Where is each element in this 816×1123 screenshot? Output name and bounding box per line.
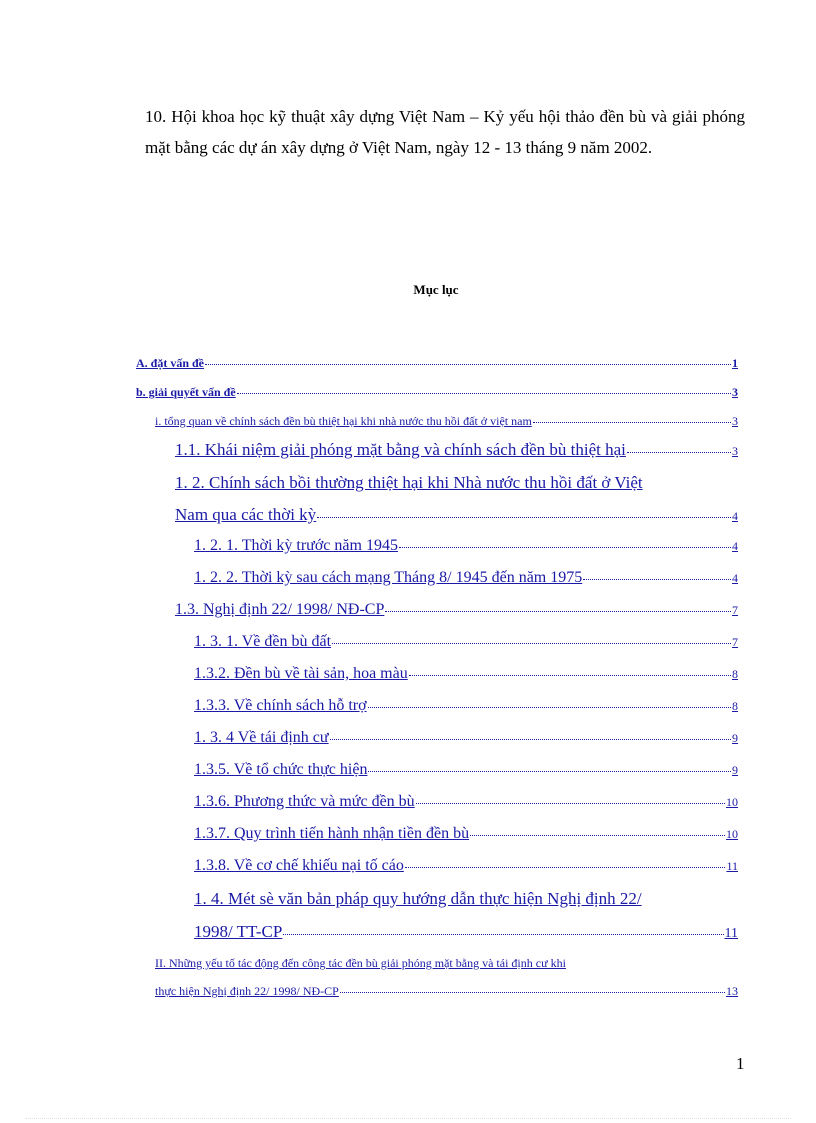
toc-page-number: 1 — [732, 356, 738, 370]
toc-entry-1-3-3[interactable] — [194, 697, 738, 715]
toc-page-number: 3 — [732, 385, 738, 399]
toc-entry-1-3-2[interactable] — [194, 665, 738, 683]
toc-entry-1-3-6[interactable] — [194, 793, 738, 811]
toc-leader — [470, 834, 725, 836]
toc-page-number: 10 — [726, 795, 738, 809]
toc-entry-text: b. giải quyết vấn đề — [136, 385, 236, 399]
toc-entry-i[interactable] — [155, 414, 738, 429]
toc-leader — [317, 516, 731, 518]
toc-page-number: 9 — [732, 731, 738, 745]
toc-page-number: 3 — [732, 414, 738, 428]
toc-entry-1-2-1[interactable] — [194, 537, 738, 555]
toc-entry-1-3-4[interactable] — [194, 729, 738, 747]
toc-entry-text: 1.3.7. Quy trình tiến hành nhận tiền đền bù — [194, 825, 470, 842]
toc-entry-1-3-8[interactable] — [194, 857, 738, 875]
toc-entry-text: thực hiện Nghị định 22/ 1998/ NĐ-CP — [155, 984, 339, 998]
toc-leader — [627, 451, 731, 453]
toc-page-number: 11 — [724, 926, 738, 941]
toc-entry-text: Nam qua các thời kỳ — [175, 505, 317, 524]
toc-page-number: 7 — [732, 635, 738, 649]
toc-entry-text: 1. 3. 4 Về tái định cư — [194, 729, 329, 746]
toc-entry-text: 1. 3. 1. Về đền bù đất — [194, 633, 332, 650]
toc-leader — [385, 610, 731, 612]
toc-page-number: 3 — [732, 444, 738, 458]
toc-leader — [368, 706, 731, 708]
toc-page-number: 4 — [732, 539, 738, 553]
toc-entry-1-1[interactable] — [175, 440, 738, 460]
toc-page-number: 8 — [732, 667, 738, 681]
toc-leader — [332, 642, 731, 644]
toc-entry-1-2-line1[interactable]: 1. 2. Chính sách bồi thường thiệt hại khi Nhà nước thu hồi đất ở Việt — [175, 473, 643, 492]
toc-page-number: 10 — [726, 827, 738, 841]
toc-entry-text: 1.3.6. Phương thức và mức đền bù — [194, 793, 415, 810]
toc-entry-text: 1998/ TT-CP — [194, 922, 283, 941]
toc-leader — [340, 991, 725, 993]
toc-entry-1-4[interactable] — [194, 922, 738, 942]
toc-leader — [237, 392, 731, 394]
toc-leader — [416, 802, 725, 804]
toc-leader — [283, 933, 723, 935]
toc-entry-a[interactable] — [136, 356, 738, 371]
page-bottom-divider — [25, 1118, 791, 1119]
toc-leader — [409, 674, 731, 676]
toc-leader — [533, 421, 731, 423]
toc-entry-1-3-1[interactable] — [194, 633, 738, 651]
toc-entry-1-3-7[interactable] — [194, 825, 738, 843]
toc-leader — [330, 738, 731, 740]
toc-title: Mục lục — [413, 282, 459, 297]
toc-leader — [205, 363, 731, 365]
toc-page-number: 13 — [726, 984, 738, 998]
toc-entry-text: 1.3.3. Về chính sách hỗ trợ — [194, 697, 367, 714]
toc-entry-ii[interactable] — [155, 984, 738, 999]
toc-page-number: 7 — [732, 603, 738, 617]
toc-entry-text: i. tổng quan về chính sách đền bù thiệt hại khi nhà nước thu hồi đất ở việt nam — [155, 414, 532, 428]
toc-entry-1-3-5[interactable] — [194, 761, 738, 779]
reference-entry: 10. Hội khoa học kỹ thuật xây dựng Việt Nam – Kỷ yếu hội thảo đền bù và giải phóng mặt bằng các dự án xây dựng ở Việt Nam, ngày 12 - 13 tháng 9 năm 2002. — [145, 107, 745, 157]
toc-page-number: 8 — [732, 699, 738, 713]
toc-entry-1-2[interactable] — [175, 505, 738, 525]
toc-entry-b[interactable] — [136, 385, 738, 400]
toc-leader — [405, 866, 726, 868]
toc-leader — [368, 770, 731, 772]
toc-entry-1-4-line1[interactable]: 1. 4. Mét sè văn bản pháp quy hướng dẫn thực hiện Nghị định 22/ — [194, 889, 642, 908]
toc-page-number: 4 — [732, 571, 738, 585]
toc-entry-text: 1. 2. 2. Thời kỳ sau cách mạng Tháng 8/ 1945 đến năm 1975 — [194, 569, 583, 586]
toc-page-number: 11 — [726, 859, 738, 873]
page-number: 1 — [736, 1054, 745, 1073]
toc-entry-text: 1.3.2. Đền bù về tài sản, hoa màu — [194, 665, 408, 682]
toc-entry-1-2-2[interactable] — [194, 569, 738, 587]
toc-entry-text: 1.3.5. Về tổ chức thực hiện — [194, 761, 368, 778]
toc-page-number: 9 — [732, 763, 738, 777]
toc-leader — [583, 578, 731, 580]
toc-entry-text: 1.1. Khái niệm giải phóng mặt bằng và chính sách đền bù thiệt hại — [175, 440, 626, 459]
toc-entry-1-3[interactable] — [175, 601, 738, 619]
toc-entry-text: 1.3.8. Về cơ chế khiếu nại tố cáo — [194, 857, 404, 874]
toc-page-number: 4 — [732, 509, 738, 523]
toc-entry-text: A. đặt vấn đề — [136, 356, 205, 370]
toc-entry-text: 1.3. Nghị định 22/ 1998/ NĐ-CP — [175, 601, 385, 618]
toc-entry-ii-line1[interactable]: II. Những yếu tố tác động đến công tác đền bù giải phóng mặt bằng và tái định cư khi — [155, 956, 566, 970]
toc-entry-text: 1. 2. 1. Thời kỳ trước năm 1945 — [194, 537, 398, 554]
toc-leader — [399, 546, 731, 548]
